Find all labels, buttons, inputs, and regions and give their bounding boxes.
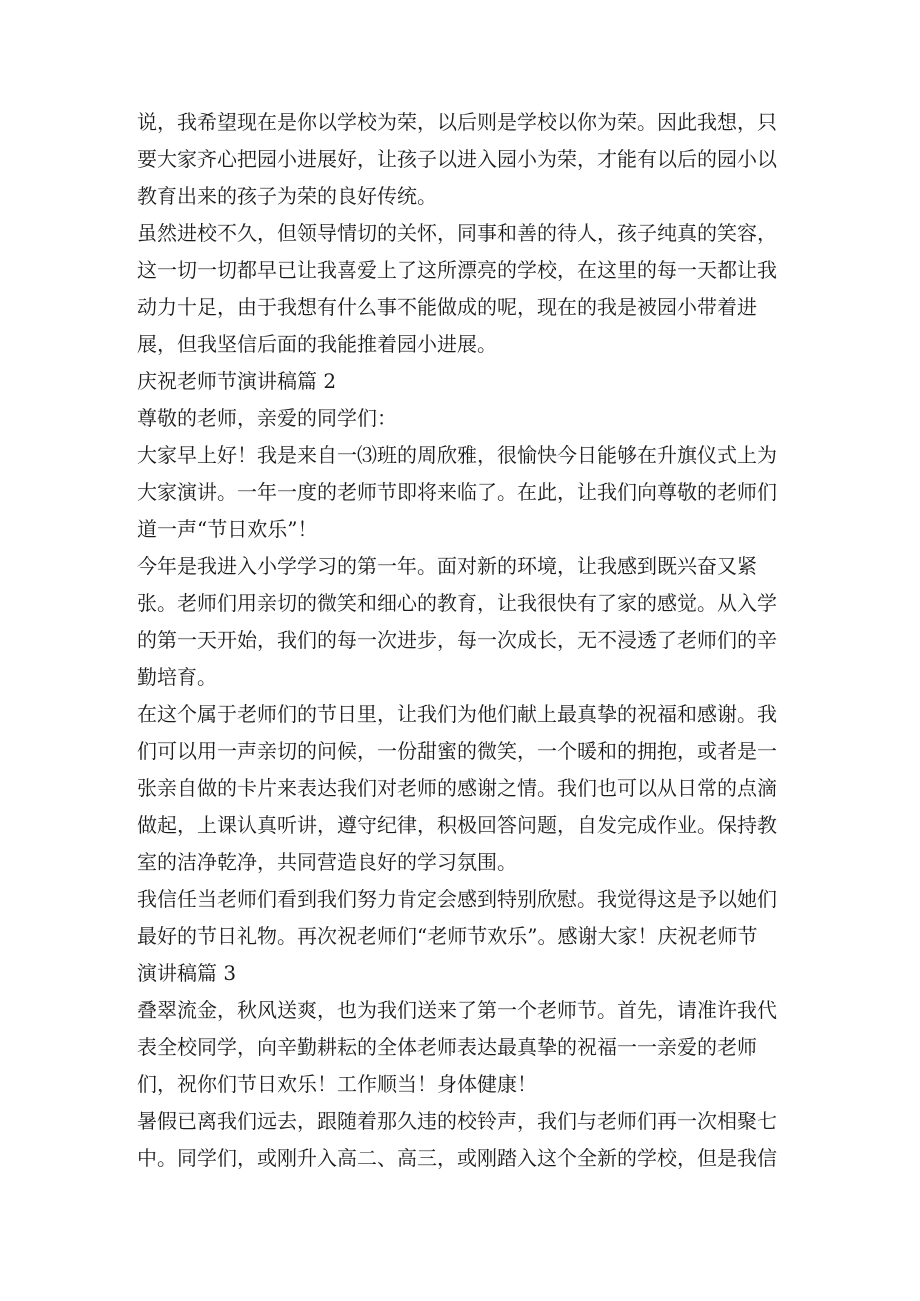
text-line: 大家演讲。一年一度的老师节即将来临了。在此，让我们向尊敬的老师们 [137,480,777,504]
text-line: 大家早上好！我是来自一⑶班的周欣雅，很愉快今日能够在升旗仪式上为 [137,443,777,467]
text-line: 说，我希望现在是你以学校为荣，以后则是学校以你为荣。因此我想，只 [137,110,777,134]
text-line: 展，但我坚信后面的我能推着园小进展。 [137,332,497,356]
text-line: 最好的节日礼物。再次祝老师们“老师节欢乐”。感谢大家！庆祝老师节 [137,924,758,948]
text-line: 叠翠流金，秋风送爽，也为我们送来了第一个老师节。首先，请准许我代 [137,998,777,1022]
text-line: 道一声“节日欢乐”！ [137,517,318,541]
text-line: 我信任当老师们看到我们努力肯定会感到特别欣慰。我觉得这是予以她们 [137,887,777,911]
text-line: 尊敬的老师，亲爱的同学们： [137,406,397,430]
text-line: 表全校同学，向辛勤耕耘的全体老师表达最真挚的祝福一一亲爱的老师 [137,1035,757,1059]
text-line: 张。老师们用亲切的微笑和细心的教育，让我很快有了家的感觉。从入学 [137,591,777,615]
text-line: 动力十足，由于我想有什么事不能做成的呢，现在的我是被园小带着进 [137,295,757,319]
text-line: 虽然进校不久，但领导情切的关怀，同事和善的待人，孩子纯真的笑容， [137,221,777,245]
text-line: 暑假已离我们远去，跟随着那久违的校铃声，我们与老师们再一次相聚七 [137,1109,777,1133]
text-line: 们，祝你们节日欢乐！工作顺当！身体健康！ [137,1072,537,1096]
text-line: 在这个属于老师们的节日里，让我们为他们献上最真挚的祝福和感谢。我 [137,702,777,726]
section-heading: 庆祝老师节演讲稿篇 2 [137,369,337,393]
section-heading: 演讲稿篇 3 [137,961,237,985]
text-line: 勤培育。 [137,665,217,689]
text-line: 做起，上课认真听讲，遵守纪律，积极回答问题，自发完成作业。保持教 [137,813,777,837]
text-line: 要大家齐心把园小进展好，让孩子以进入园小为荣，才能有以后的园小以 [137,147,777,171]
text-line: 这一切一切都早已让我喜爱上了这所漂亮的学校，在这里的每一天都让我 [137,258,777,282]
text-line: 们可以用一声亲切的问候，一份甜蜜的微笑，一个暖和的拥抱，或者是一 [137,739,777,763]
text-line: 张亲自做的卡片来表达我们对老师的感谢之情。我们也可以从日常的点滴 [137,776,777,800]
text-line: 教育出来的孩子为荣的良好传统。 [137,184,437,208]
text-line: 今年是我进入小学学习的第一年。面对新的环境，让我感到既兴奋又紧 [137,554,757,578]
text-line: 室的洁净乾净，共同营造良好的学习氛围。 [137,850,517,874]
text-line: 中。同学们，或刚升入高二、高三，或刚踏入这个全新的学校，但是我信 [137,1146,777,1170]
text-line: 的第一天开始，我们的每一次进步，每一次成长，无不浸透了老师们的辛 [137,628,777,652]
